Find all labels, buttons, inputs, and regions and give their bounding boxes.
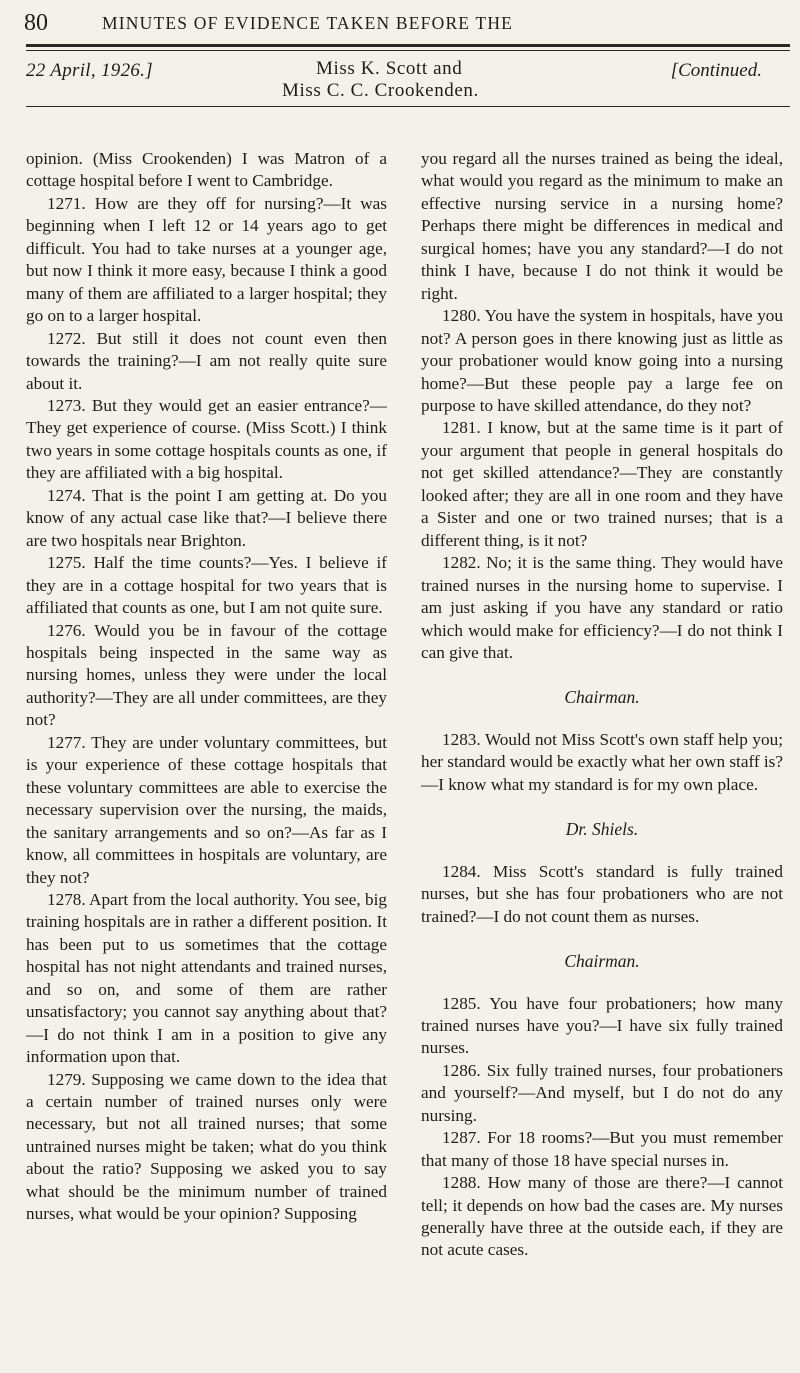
right-column-block-1 (421, 148, 783, 664)
evidence-paragraph: 1285. You have four probationers; how many trained nurses have you?—I have six fully trained nurses. (421, 993, 783, 1058)
evidence-paragraph: 1287. For 18 rooms?—But you must remember that many of those 18 have special nurses in. (421, 1128, 783, 1170)
evidence-paragraph: 1278. Apart from the local authority. You see, big training hospitals are in rather a different position. It has been put to us sometimes that the cottage hospital has not night attendants and trained nurses, and so on, and some of them are rather unsatisfactory; you cannot say anything about that?—I do not think I am in a position to give any information upon that. (26, 889, 387, 1067)
evidence-paragraph: 1280. You have the system in hospitals, have you not? A person goes in there knowing just as little as your probationer would know going into a nursing home?—But these people pay a large fee on purpose to have skilled attendance, do they not? (421, 306, 783, 415)
witness-line-1: Miss K. Scott and (316, 58, 463, 79)
evidence-paragraph: 1284. Miss Scott's standard is fully trained nurses, but she has four probationers who are not trained?—I do not count them as nurses. (421, 861, 783, 926)
witness-names (282, 58, 582, 102)
right-column-block-4 (421, 993, 783, 1262)
evidence-paragraph: 1272. But still it does not count even then towards the training?—I am not really quite sure about it. (26, 328, 387, 393)
evidence-paragraph: 1288. How many of those are there?—I cannot tell; it depends on how bad the cases are. My nurses generally have three at the outside each, if they are not acute cases. (421, 1173, 783, 1260)
evidence-paragraph: 1271. How are they off for nursing?—It was beginning when I left 12 or 14 years ago to get difficult. You had to take nurses at a younger age, but now I think it more easy, because I think a good many of them are affiliated to a larger hospital; they go on to a larger hospital. (26, 193, 387, 326)
header-rule-thin (26, 50, 790, 51)
evidence-paragraph: 1274. That is the point I am getting at. Do you know of any actual case like that?—I believe there are two hospitals near Brighton. (26, 485, 387, 550)
evidence-paragraph: opinion. (Miss Crookenden) I was Matron of a cottage hospital before I went to Cambridge. (26, 149, 387, 191)
evidence-paragraph: 1283. Would not Miss Scott's own staff help you; her standard would be exactly what her own staff is?—I know what my standard is for my own place. (421, 729, 783, 794)
evidence-paragraph: 1273. But they would get an easier entrance?—They get experience of course. (Miss Scott.) I think two years in some cottage hospitals counts as one, if they are affiliated with a big hospital. (26, 395, 387, 483)
evidence-paragraph: 1277. They are under voluntary committees, but is your experience of these cottage hospitals that these voluntary committees are able to exercise the necessary supervision over the nursing, the maids, the sanitary arrangements and so on?—As far as I know, all committees in hospitals are voluntary, are they not? (26, 732, 387, 887)
evidence-paragraph: 1281. I know, but at the same time is it part of your argument that people in general hospitals do not get skilled attendance?—They are constantly looked after; they are all in one room and they have a Sister and one or two trained nurses; that is a different thing, is it not? (421, 418, 783, 550)
right-column-block-2 (421, 729, 783, 796)
speaker-heading-chairman-2: Chairman. (564, 951, 640, 972)
evidence-paragraph: 1282. No; it is the same thing. They would have trained nurses in the nursing home to supervise. I am just asking if you have any standard or ratio which would make for efficiency?—I do not think I can give that. (421, 553, 783, 662)
evidence-paragraph: 1279. Supposing we came down to the idea that a certain number of trained nurses only were necessary, but not all trained nurses; that some untrained nurses might be taken; what do you think about the ratio? Supposing we asked you to say what should be the minimum number of trained nurses, what would be your opinion? Supposing (26, 1069, 387, 1224)
sitting-date: 22 April, 1926.] (26, 60, 153, 81)
evidence-paragraph: 1286. Six fully trained nurses, four probationers and yourself?—And myself, but I do not do any nursing. (421, 1060, 783, 1125)
page-number: 80 (24, 10, 48, 36)
speaker-heading-dr-shiels: Dr. Shiels. (565, 819, 639, 840)
right-column-block-3 (421, 861, 783, 928)
evidence-paragraph: 1276. Would you be in favour of the cottage hospitals being inspected in the same way as nursing homes, unless they were under the local authority?—They are all under committees, are they not? (26, 620, 387, 730)
running-head (24, 8, 780, 36)
continued-label: [Continued. (670, 60, 762, 81)
header-rule-thick (26, 44, 790, 47)
header-rule-bottom (26, 106, 790, 107)
evidence-paragraph: you regard all the nurses trained as being the ideal, what would you regard as the minimum to make an effective nursing service in a nursing home? Perhaps there might be differences in medical and surgical homes; have you any standard?—I do not think I have, because I do not think it would be right. (421, 149, 783, 303)
witness-line-2: Miss C. C. Crookenden. (282, 80, 479, 101)
running-title: MINUTES OF EVIDENCE TAKEN BEFORE THE (102, 13, 514, 33)
speaker-heading-chairman: Chairman. (564, 687, 640, 708)
right-column (421, 148, 783, 1262)
left-column (26, 148, 387, 1226)
evidence-paragraph: 1275. Half the time counts?—Yes. I believe if they are in a cottage hospital for two years that is affiliated that counts as one, but I am not quite sure. (26, 553, 387, 618)
